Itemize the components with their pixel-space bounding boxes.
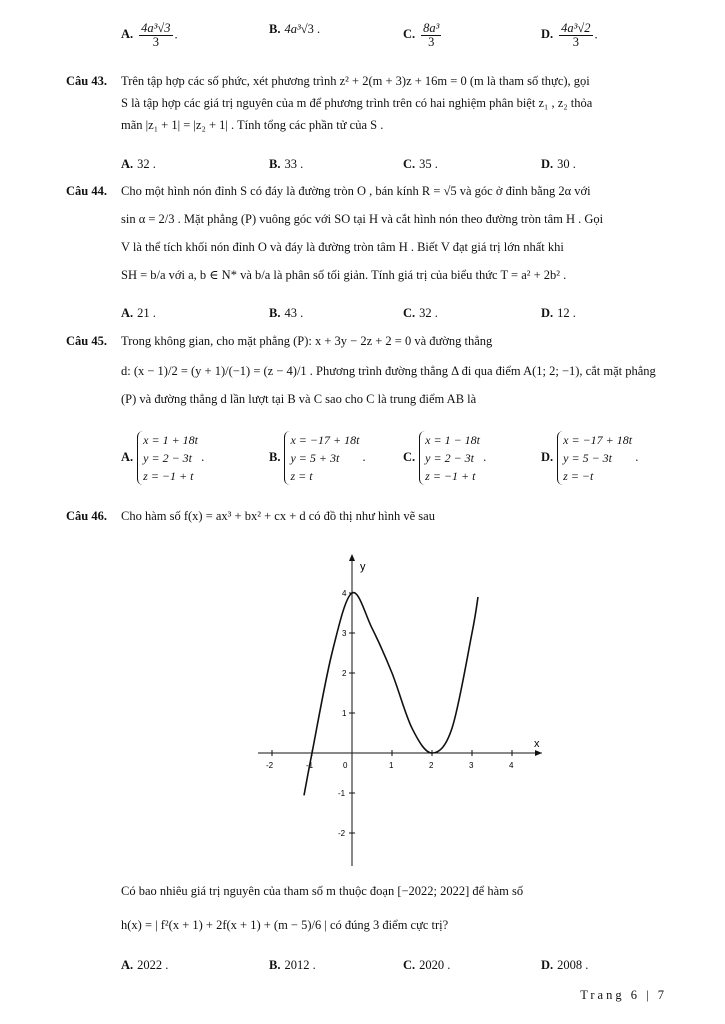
page-footer: Trang 6 | 7 — [580, 988, 667, 1002]
q43-line-2: S là tập hợp các giá trị nguyên của m để phương trình trên có hai nghiệm phân biệt z₁ , z₂ thỏa — [121, 96, 593, 110]
q43-option-c[interactable]: C. 35 . — [403, 157, 438, 171]
q43-line-1: Trên tập hợp các số phức, xét phương trình z² + 2(m + 3)z + 16m = 0 (m là tham số thực), gọi — [121, 74, 590, 88]
q46-option-d[interactable]: D. 2008 . — [541, 958, 589, 972]
question-45 — [66, 330, 696, 410]
q45-option-b[interactable]: B.x = −17 + 18t y = 5 + 3t z = t . — [269, 433, 366, 484]
q45-option-d[interactable]: D.x = −17 + 18t y = 5 − 3t z = −t . — [541, 433, 639, 484]
x-tick-label: 3 — [469, 761, 474, 770]
graph-guides — [306, 589, 434, 770]
q43-option-a[interactable]: A. 32 . — [121, 157, 156, 171]
x-axis-label: x — [534, 738, 540, 750]
q44-line-1: Cho một hình nón đỉnh S có đáy là đường tròn O , bán kính R = √5 và góc ở đỉnh bằng 2α với — [121, 184, 591, 198]
q43-options — [121, 157, 701, 179]
y-tick-label: -2 — [338, 829, 346, 838]
graph-axes — [258, 554, 542, 866]
q45-line-3: (P) và đường thẳng d lần lượt tại B và C sao cho C là trung điểm AB là — [121, 392, 477, 406]
q42-option-a[interactable]: A. $\frac{\text{4a³√3}}{3}$ . — [121, 21, 178, 49]
q45-option-a[interactable]: A.x = 1 + 18t y = 2 − 3t z = −1 + t . — [121, 433, 205, 484]
q46-option-c[interactable]: C. 2020 . — [403, 958, 451, 972]
x-tick-label: 1 — [389, 761, 394, 770]
q45-options — [121, 428, 701, 494]
q45-option-c[interactable]: C.x = 1 − 18t y = 2 − 3t z = −1 + t . — [403, 433, 487, 484]
question-number: Câu 43. — [66, 74, 107, 88]
point-label-x2: 2 — [429, 761, 434, 770]
q45-line-2: d: (x − 1)/2 = (y + 1)/(−1) = (z − 4)/1 . Phương trình đường thẳng Δ đi qua điểm A(1; 2; −1), cắt mặt phẳng — [121, 364, 656, 378]
q46-option-a[interactable]: A. 2022 . — [121, 958, 169, 972]
q42-option-c[interactable]: C. $\frac{\text{8a³}}{3}$ — [403, 21, 440, 49]
q44-option-b[interactable]: B. 43 . — [269, 306, 304, 320]
y-tick-label: 1 — [342, 709, 347, 718]
x-tick-label: -2 — [266, 761, 274, 770]
x-axis-arrow — [535, 750, 542, 756]
question-46-part-2 — [66, 880, 696, 936]
question-43 — [66, 70, 696, 136]
q44-option-c[interactable]: C. 32 . — [403, 306, 438, 320]
q44-line-3: V là thể tích khối nón đỉnh O và đáy là đường tròn tâm H . Biết V đạt giá trị lớn nhất khi — [121, 240, 564, 254]
point-label-x-minus1: -1 — [306, 761, 314, 770]
q46-option-b[interactable]: B. 2012 . — [269, 958, 316, 972]
q44-option-d[interactable]: D. 12 . — [541, 306, 576, 320]
q42-option-d[interactable]: D. $\frac{\text{4a³√2}}{3}$ . — [541, 21, 598, 49]
q45-line-1: Trong không gian, cho mặt phẳng (P): x + 3y − 2z + 2 = 0 và đường thẳng — [121, 334, 493, 348]
q44-line-4: SH = b/a với a, b ∈ N* và b/a là phân số tối giản. Tính giá trị của biểu thức T = a² + 2b² . — [121, 268, 567, 282]
question-number: Câu 45. — [66, 334, 107, 348]
q42-options — [121, 21, 701, 49]
q46-line-3: h(x) = | f²(x + 1) + 2f(x + 1) + (m − 5)/6 | có đúng 3 điểm cực trị? — [121, 918, 449, 932]
graph-ticks — [266, 593, 514, 838]
y-axis-label: y — [360, 561, 366, 573]
function-graph — [250, 548, 550, 878]
q43-option-b[interactable]: B. 33 . — [269, 157, 304, 171]
x-tick-label: 4 — [509, 761, 514, 770]
x-tick-label: 0 — [343, 761, 348, 770]
y-axis-arrow — [349, 554, 355, 561]
y-tick-label: -1 — [338, 789, 346, 798]
y-tick-label: 2 — [342, 669, 347, 678]
question-number: Câu 44. — [66, 184, 107, 198]
q46-options — [121, 958, 701, 980]
q44-option-a[interactable]: A. 21 . — [121, 306, 156, 320]
q44-options — [121, 306, 701, 328]
question-44 — [66, 180, 696, 286]
question-number: Câu 46. — [66, 509, 107, 523]
q44-line-2: sin α = 2/3 . Mặt phẳng (P) vuông góc với SO tại H và cắt hình nón theo đường tròn tâm H . Gọi — [121, 212, 604, 226]
q43-line-3: mãn |z₁ + 1| = |z₂ + 1| . Tính tổng các phần tử của S . — [121, 118, 384, 132]
q42-option-b[interactable]: B. 4a³√3 . — [269, 22, 321, 36]
q46-line-1: Cho hàm số f(x) = ax³ + bx² + cx + d có đồ thị như hình vẽ sau — [121, 509, 435, 523]
q43-option-d[interactable]: D. 30 . — [541, 157, 576, 171]
question-46 — [66, 505, 696, 527]
point-label-y4: 4 — [342, 589, 347, 598]
y-tick-label: 3 — [342, 629, 347, 638]
q46-line-2: Có bao nhiêu giá trị nguyên của tham số m thuộc đoạn [−2022; 2022] để hàm số — [121, 884, 524, 898]
